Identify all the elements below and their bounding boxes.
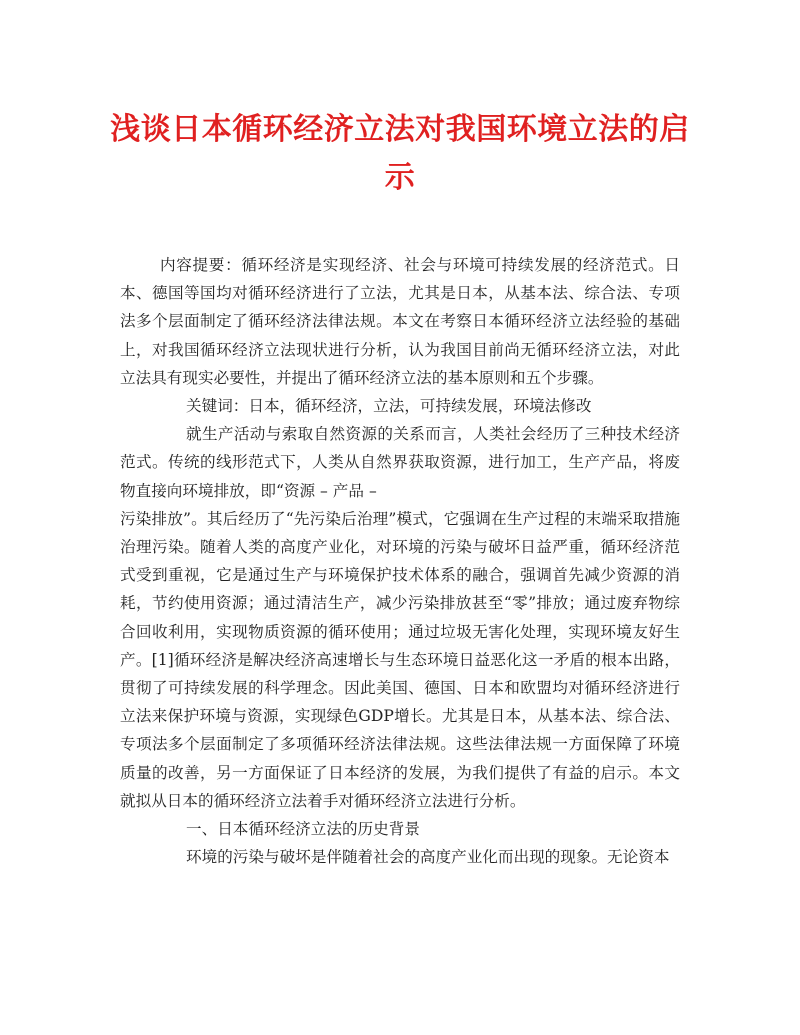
document-body [120, 251, 680, 871]
keywords-line: 关键词：日本，循环经济，立法，可持续发展，环境法修改 [186, 397, 592, 416]
body-paragraph-2: 环境的污染与破坏是伴随着社会的高度产业化而出现的现象。无论资本 [186, 848, 670, 867]
body-paragraph-1-start: 就生产活动与索取自然资源的关系而言，人类社会经历了三种技术经济范式。传统的线形范式下，人类从自然界获取资源，进行加工，生产产品，将废物直接向环境排放，即“资源 – 产品 – [120, 425, 680, 500]
section-heading: 一、日本循环经济立法的历史背景 [186, 820, 420, 839]
body-paragraph-1-continued: 污染排放”。其后经历了“先污染后治理”模式，它强调在生产过程的末端采取措施治理污染。随着人类的高度产业化，对环境的污染与破坏日益严重，循环经济范式受到重视，它是通过生产与环境保护技术体系的融合，强调首先减少资源的消耗，节约使用资源；通过清洁生产，减少污染排放甚至“零”排放；通过废弃物综合回收利用，实现物质资源的循环使用；通过垃圾无害化处理，实现环境友好生产。[1]循环经济是解决经济高速增长与生态环境日益恶化这一矛盾的根本出路，贯彻了可持续发展的科学理念。因此美国、德国、日本和欧盟均对循环经济进行立法来保护环境与资源，实现绿色GDP增长。尤其是日本，从基本法、综合法、专项法多个层面制定了多项循环经济法律法规。这些法律法规一方面保障了环境质量的改善，另一方面保证了日本经济的发展，为我们提供了有益的启示。本文就拟从日本的循环经济立法着手对循环经济立法进行分析。 [120, 509, 680, 810]
document-title: 浅谈日本循环经济立法对我国环境立法的启示 [110, 112, 690, 195]
abstract-paragraph: 内容提要：循环经济是实现经济、社会与环境可持续发展的经济范式。日本、德国等国均对循环经济进行了立法，尤其是日本，从基本法、综合法、专项法多个层面制定了循环经济法律法规。本文在考察日本循环经济立法经验的基础上，对我国循环经济立法现状进行分析，认为我国目前尚无循环经济立法，对此立法具有现实必要性，并提出了循环经济立法的基本原则和五个步骤。 [120, 256, 680, 387]
